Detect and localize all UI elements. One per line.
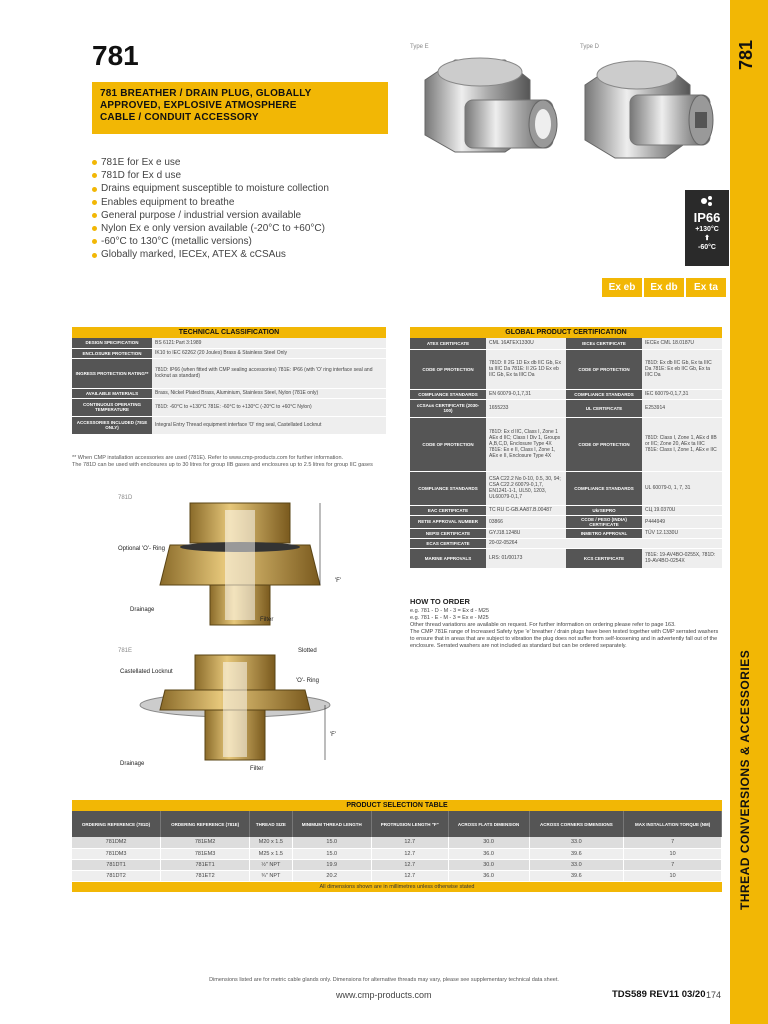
column-header: MAX INSTALLATION TORQUE (NM) — [624, 811, 722, 837]
technical-table: DESIGN SPECIFICATION BS 6121:Part 3:1989 ENCLOSURE PROTECTION IK10 to IEC 62262 (20 Joules) Brass & Stainless Steel Only INGRESS PROTECTION RATING** 781D: IP66 (when fitted with CMP sealing accessories) 781E: IP66 (with 'O' ring interface seal and locknut as standard) AVAILABLE MATERIALS Brass, Nickel Plated Brass, Aluminium, Stainless Steel, Nylon (781E only) CONTINUOUS OPERATING TEMPERATURE 781D: -60°C to +130°C 781E: -60°C to +130°C (-20°C to +60°C Nylon) ACCESSORIES INCLUDED (781E ONLY) Integral Entry Thread equipment interface 'O' ring seal, Castellated Locknut — [72, 338, 386, 435]
arrow-up-icon: ⬆ — [704, 235, 710, 242]
order-line: e.g. 781 - E - M - 3 = Ex e - M25 — [410, 615, 489, 621]
side-tab — [730, 0, 768, 1024]
bullet-icon — [92, 213, 97, 218]
column-header: ORDERING REFERENCE (781D) — [72, 811, 161, 837]
label-slotted: Slotted — [298, 648, 317, 654]
feature-item: -60°C to 130°C (metallic versions) — [92, 235, 329, 248]
label-filter: Filter — [260, 617, 274, 623]
ex-badge: Ex eb — [602, 278, 642, 297]
technical-notes — [72, 455, 386, 469]
column-header: ORDERING REFERENCE (781E) — [161, 811, 250, 837]
ip-rating-badge — [685, 190, 729, 266]
bullet-icon — [92, 226, 97, 231]
column-header: THREAD SIZE — [250, 811, 293, 837]
bullet-icon — [92, 200, 97, 205]
feature-item: Globally marked, IECEx, ATEX & cCSAus — [92, 248, 329, 261]
table-row: 781DM2 781EM2 M20 x 1.5 15.0 12.7 30.0 33.0 7 — [72, 837, 722, 848]
type-e-label: Type E — [410, 44, 429, 50]
note: The 781D can be used with enclosures up to 30 litres for group IIB gases and enclosures up to 2.5 litres for group IIC gases — [72, 462, 373, 468]
feature-item: General purpose / industrial version available — [92, 209, 329, 222]
page-number: 174 — [706, 990, 722, 1000]
section-heading: PRODUCT SELECTION TABLE — [72, 800, 722, 811]
order-heading: HOW TO ORDER — [410, 597, 470, 606]
temp-low: -60°C — [698, 244, 716, 251]
how-to-order — [410, 597, 722, 650]
diagram-label-781d: 781D — [118, 495, 133, 501]
label-f: 'F' — [335, 578, 341, 584]
title-line: CABLE / CONDUIT ACCESSORY — [100, 112, 259, 123]
footnote: Dimensions listed are for metric cable glands only. Dimensions for alternative threads may vary, please see supplementary technical data sheet. — [209, 977, 559, 983]
label-drainage: Drainage — [130, 607, 155, 613]
page-title: 781 — [92, 40, 139, 71]
label-filter-2: Filter — [250, 766, 264, 772]
certification-table: ATEX CERTIFICATE CML 16ATEX1330U IECEx CERTIFICATE IECEx CML 18.0187U CODE OF PROTECTION 781D: II 2G 1D Ex db IIC Gb, Ex ta IIIC Da 781E: II 2G 1D Ex eb IIC Gb, Ex ta IIIC Da CODE OF PROTECTION 781D: Ex db IIC Gb, Ex ta IIIC Da 781E: Ex eb IIC Gb, Ex ta IIIC Da COMPLIANCE STANDARDS EN 60079-0,1,7,31 COMPLIANCE STANDARDS IEC 60079-0,1,7,31 cCSAus CERTIFICATE (2030-100) 1655233 UL CERTIFICATE E253914 CODE OF PROTECTION 781D: Ex d IIC, Class I, Zone 1 AEx d IIC; Class I Div 1, Groups A,B,C,D, Enclosure Type 4X 781E: Ex e II, Class I, Zone 1, AEx e II, Enclosure Type 4X CODE OF PROTECTION 781D: Class I, Zone 1, AEx d IIB or IIC; Zone 20, AEx ta IIIC 781E: Class I, Zone 1, AEx e IIC COMPLIANCE STANDARDS CSA C22.2 No 0-10, 0.5, 30, 94; CSA C22.2 60079-0,1,7, EN1241-1-1, UL50, 1203, UL60079-0,1,7 COMPLIANCE STANDARDS UL 60079-0, 1, 7, 31 EAC CERTIFICATE TC RU C-GB.AA87.B.00487 UkrSEPRO CЦ 19.0370U RETIE APPROVAL NUMBER 03866 CCOE / PESO (INDIA) CERTIFICATE P444949 NEPSI CERTIFICATE GYJ18.1248U INMETRO APPROVAL TÜV 12.1330U ECAS CERTIFICATE 20-02-05264 MARINE APPROVALS LRS: 01/00173 KCS CERTIFICATE 781E: 19-AV4BO-0255X, 781D: 19-AV4BO-0254X — [410, 338, 722, 569]
bullet-icon — [92, 173, 97, 178]
label-castellated-locknut: Castellated Locknut — [120, 669, 173, 675]
technical-classification — [72, 327, 386, 435]
feature-item: Enables equipment to breathe — [92, 196, 329, 209]
label-o-ring: 'O'- Ring — [296, 678, 319, 684]
order-line: Other thread variations are available on request. For further information on ordering please refer to page 163. — [410, 622, 676, 628]
table-header-row — [72, 811, 722, 837]
title-box — [92, 82, 388, 134]
column-header: ACROSS FLATS DIMENSION — [448, 811, 529, 837]
product-photo-type-d — [575, 40, 725, 170]
ex-badges — [602, 278, 726, 297]
diagram-label-781e: 781E — [118, 648, 133, 654]
bullet-icon — [92, 187, 97, 192]
order-line: The CMP 781E range of Increased Safety type 'e' breather / drain plugs have been tested together with CMP serrated washers to ensure that in areas that are subject to vibration the plug does not suffer from self-loosening and in advertently fall out of the enclosure. Serrated washers are not included as standard but can be ordered separately. — [410, 629, 719, 649]
website-link[interactable]: www.cmp-products.com — [336, 990, 432, 1000]
section-heading: TECHNICAL CLASSIFICATION — [72, 327, 386, 338]
note: ** When CMP installation accessories are used (781E). Refer to www.cmp-products.com for further information. — [72, 455, 344, 461]
ex-badge: Ex db — [644, 278, 684, 297]
title-line: APPROVED, EXPLOSIVE ATMOSPHERE — [100, 100, 297, 111]
side-tab-category: THREAD CONVERSIONS & ACCESSORIES — [738, 649, 752, 910]
global-certification — [410, 327, 722, 569]
feature-item: 781E for Ex e use — [92, 156, 329, 169]
order-line: e.g. 781 - D - M - 3 = Ex d - M25 — [410, 608, 490, 614]
temp-high: +130°C — [695, 226, 719, 233]
feature-item: 781D for Ex d use — [92, 169, 329, 182]
label-optional-o-ring: Optional 'O'- Ring — [118, 546, 165, 552]
column-header: MINIMUM THREAD LENGTH — [292, 811, 371, 837]
table-row: 781DM3 781EM3 M25 x 1.5 15.0 12.7 36.0 39.6 10 — [72, 848, 722, 859]
document-reference: TDS589 REV11 03/20 — [612, 989, 706, 1000]
selection-table — [72, 811, 722, 882]
side-tab-number: 781 — [736, 39, 756, 70]
label-f-2: 'F' — [330, 732, 336, 738]
column-header: ACROSS CORNERS DIMENSIONS — [529, 811, 624, 837]
type-d-label: Type D — [580, 44, 600, 50]
bullet-icon — [92, 239, 97, 244]
section-heading: GLOBAL PRODUCT CERTIFICATION — [410, 327, 722, 338]
bullet-icon — [92, 253, 97, 258]
bullet-icon — [92, 160, 97, 165]
feature-item: Nylon Ex e only version available (-20°C to +60°C) — [92, 222, 329, 235]
column-header: PROTRUSION LENGTH "F" — [371, 811, 448, 837]
table-footer-note: All dimensions shown are in millimetres unless otherwise stated — [72, 882, 722, 892]
label-drainage-2: Drainage — [120, 761, 145, 767]
ip-rating: IP66 — [693, 210, 721, 225]
feature-item: Drains equipment susceptible to moisture collection — [92, 182, 329, 195]
feature-list — [92, 156, 329, 262]
ex-badge: Ex ta — [686, 278, 726, 297]
product-photo-type-e — [405, 40, 565, 170]
water-drops-icon — [685, 192, 729, 210]
table-row: 781DT2 781ET2 ¾" NPT 20.2 12.7 36.0 39.6 10 — [72, 870, 722, 881]
cutaway-diagram-781d — [150, 495, 350, 635]
title-line: 781 BREATHER / DRAIN PLUG, GLOBALLY — [100, 88, 312, 99]
product-selection-table — [72, 800, 722, 892]
table-row: 781DT1 781ET1 ½" NPT 19.9 12.7 30.0 33.0 7 — [72, 859, 722, 870]
